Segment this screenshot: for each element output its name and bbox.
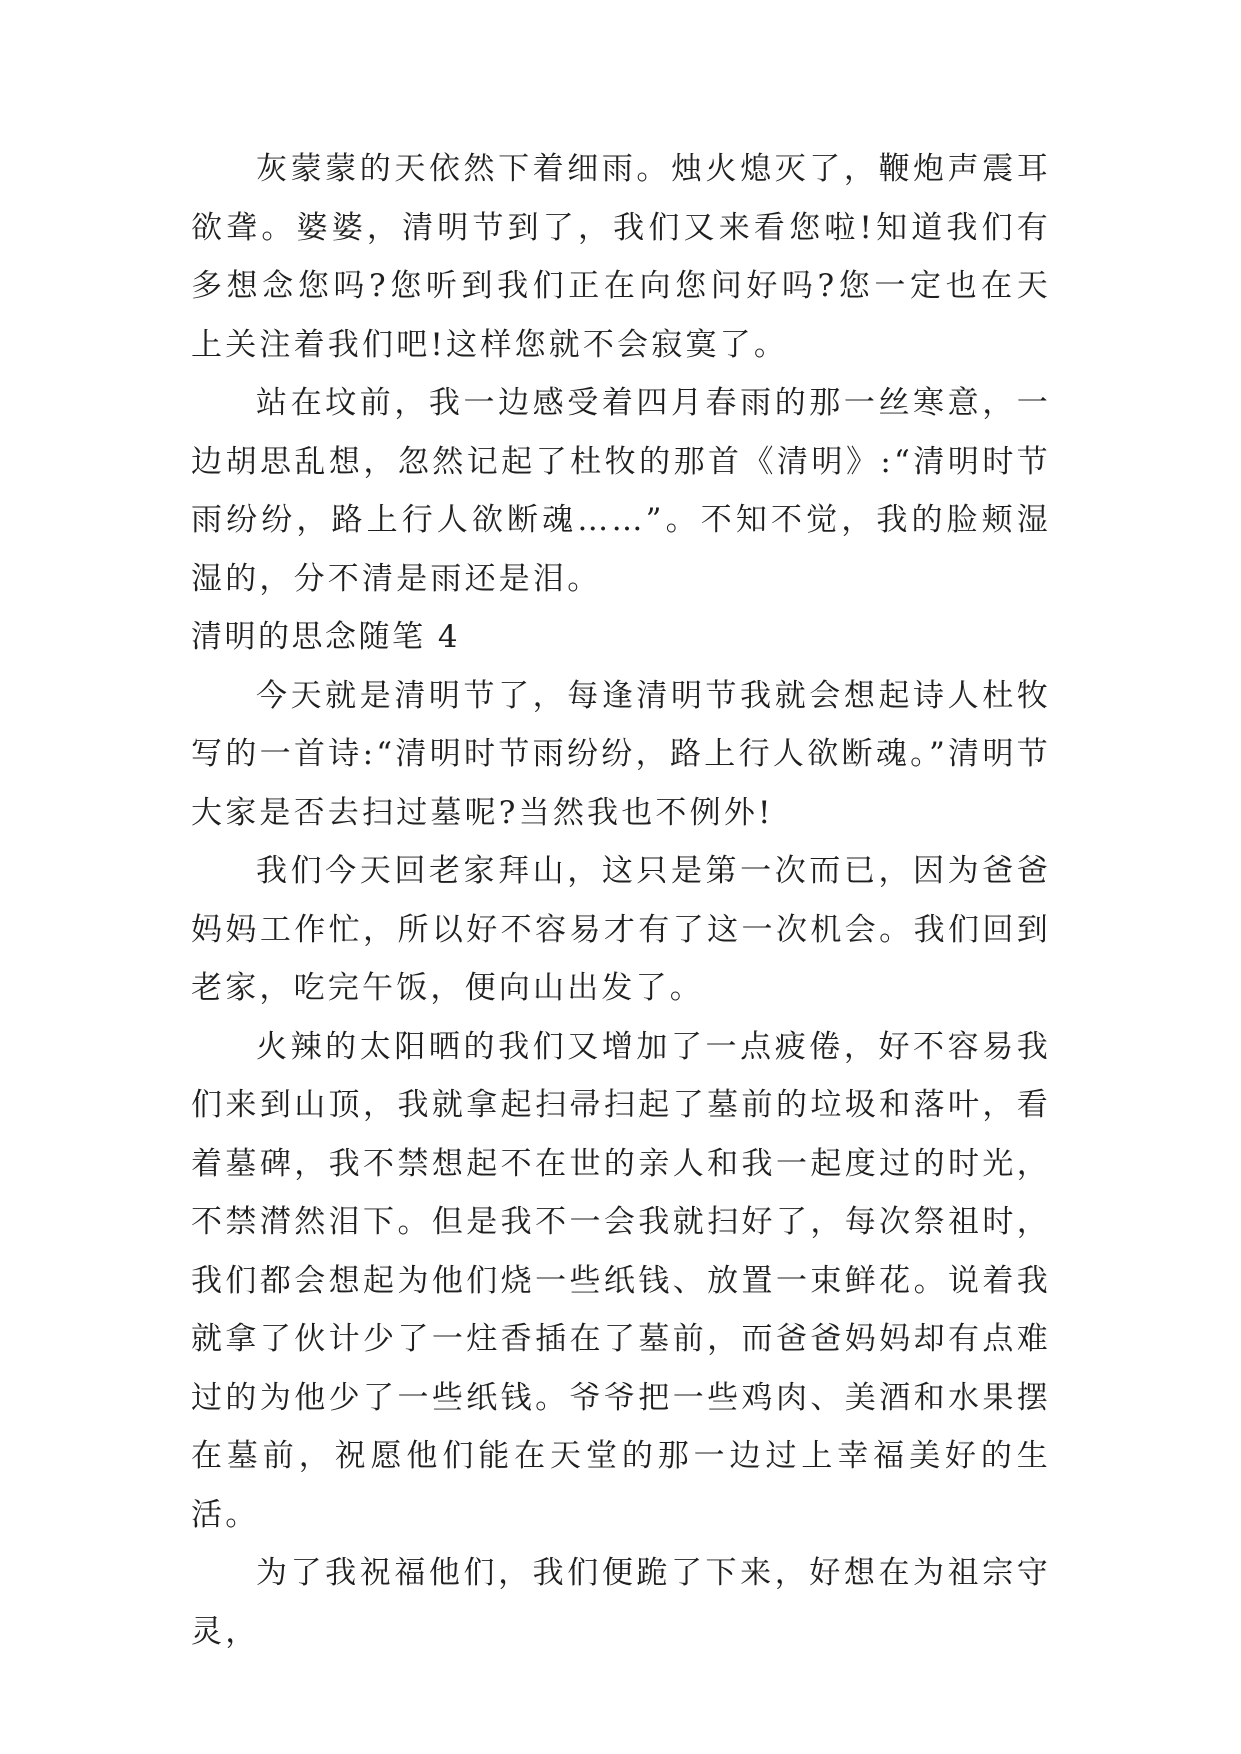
paragraph-hometown-visit: 我们今天回老家拜山，这只是第一次而已，因为爸爸妈妈工作忙，所以好不容易才有了这一次机会。我们回到老家，吃完午饭，便向山出发了。	[191, 853, 1051, 1006]
paragraph-grave-rain: 站在坟前，我一边感受着四月春雨的那一丝寒意，一边胡思乱想，忽然记起了杜牧的那首《清明》:“清明时节雨纷纷，路上行人欲断魂……”。不知不觉，我的脸颊湿湿的，分不清是雨还是泪。	[191, 385, 1051, 597]
paragraph-qingming-poem: 今天就是清明节了，每逢清明节我就会想起诗人杜牧写的一首诗:“清明时节雨纷纷，路上行人欲断魂。”清明节大家是否去扫过墓呢?当然我也不例外!	[191, 677, 1051, 831]
paragraph-grandma-visit: 灰蒙蒙的天依然下着细雨。烛火熄灭了，鞭炮声震耳欲聋。婆婆，清明节到了，我们又来看您啦!知道我们有多想念您吗?您听到我们正在向您问好吗?您一定也在天上关注着我们吧!这样您就不会寂寞了。	[191, 151, 1051, 363]
paragraph-tomb-sweeping: 火辣的太阳晒的我们又增加了一点疲倦，好不容易我们来到山顶，我就拿起扫帚扫起了墓前的垃圾和落叶，看着墓碑，我不禁想起不在世的亲人和我一起度过的时光，不禁潸然泪下。但是我不一会我就扫好了，每次祭祖时，我们都会想起为他们烧一些纸钱、放置一束鲜花。说着我就拿了伙计少了一炷香插在了墓前，而爸爸妈妈却有点难过的为他少了一些纸钱。爷爷把一些鸡肉、美酒和水果摆在墓前，祝愿他们能在天堂的那一边过上幸福美好的生活。	[191, 1028, 1051, 1533]
paragraph-kneeling: 为了我祝福他们，我们便跪了下来，好想在为祖宗守灵，	[191, 1555, 1051, 1650]
section-title: 清明的思念随笔 4	[191, 619, 461, 655]
document-page	[191, 140, 1051, 1661]
